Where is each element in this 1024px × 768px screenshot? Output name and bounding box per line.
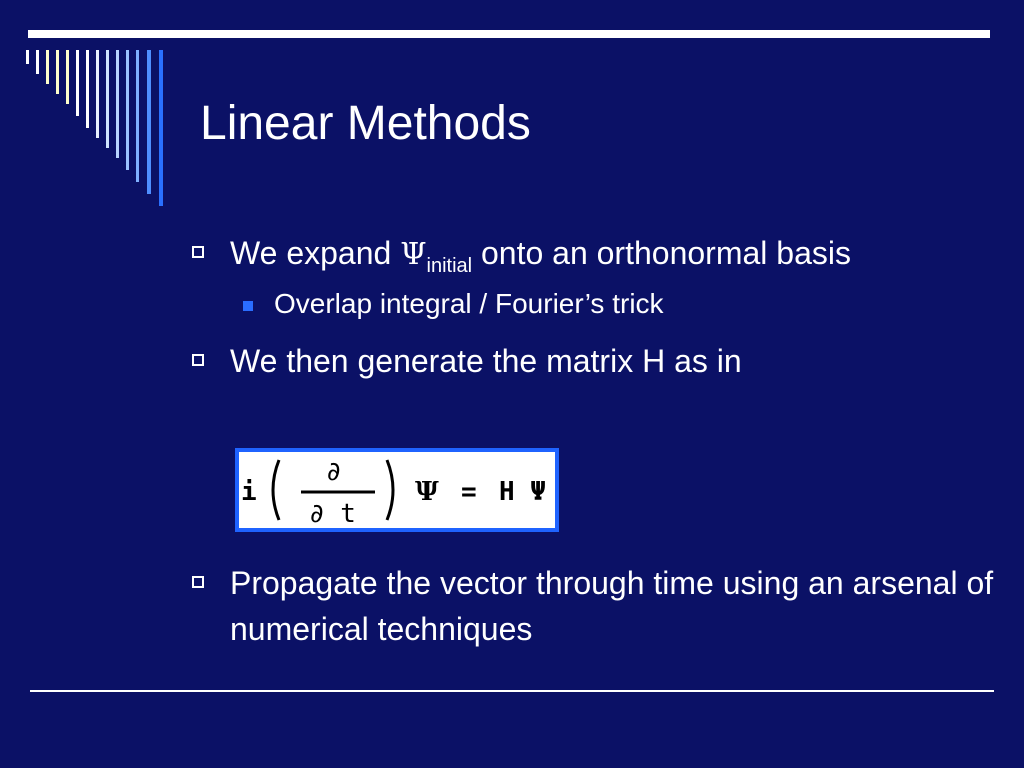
equation-lhs-psi: Ψ — [415, 477, 439, 507]
equation-equals: = — [461, 477, 477, 507]
left-paren-icon — [273, 460, 279, 520]
equation-numerator: ∂ — [327, 457, 341, 487]
decorative-stripes — [0, 0, 200, 220]
subbullet-overlap-text: Overlap integral / Fourier’s trick — [274, 288, 664, 319]
equation-rhs: H Ψ — [499, 477, 546, 507]
bullet-matrix — [190, 338, 990, 384]
hollow-square-bullet-icon — [192, 576, 204, 588]
bullet-propagate — [190, 560, 1024, 652]
bullet-expand-prefix: We expand — [230, 235, 401, 271]
slide-title: Linear Methods — [200, 97, 531, 150]
equation-denominator: ∂ t — [309, 499, 356, 528]
hollow-square-bullet-icon — [192, 246, 204, 258]
bullet-expand — [190, 230, 990, 278]
bullet-matrix-text: We then generate the matrix H as in — [230, 343, 742, 379]
schrodinger-equation-image — [235, 448, 559, 532]
hollow-square-bullet-icon — [192, 354, 204, 366]
bullet-expand-suffix: onto an orthonormal basis — [472, 235, 851, 271]
bullet-propagate-text: Propagate the vector through time using an arsenal of numerical techniques — [230, 565, 994, 647]
filled-square-bullet-icon — [243, 301, 253, 311]
equation-i: i — [241, 477, 257, 507]
slide-content — [190, 230, 994, 647]
subbullet-overlap — [190, 284, 990, 324]
right-paren-icon — [387, 460, 393, 520]
psi-subscript: initial — [426, 255, 473, 277]
psi-symbol: Ψ — [400, 237, 427, 272]
bottom-rule — [30, 690, 994, 692]
